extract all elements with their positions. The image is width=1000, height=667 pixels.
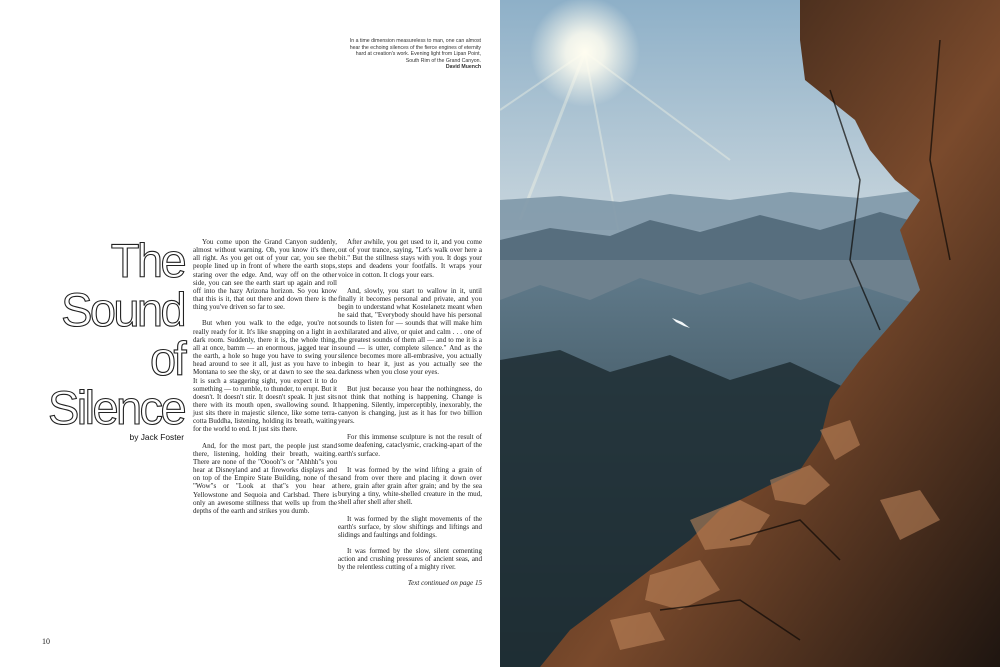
byline: by Jack Foster xyxy=(129,432,184,442)
sun xyxy=(530,0,640,107)
page-number: 10 xyxy=(42,637,50,646)
paragraph: And, slowly, you start to wallow in it, until finally it becomes personal and private, and you begin to understand what Kostelanetz meant when he said that, "Everybody should have his personal sounds to listen for — sounds that will make him exhilarated and alive, or quiet and calm . . . one of the greatest sounds of them all — and to me it is a sound — is utter, complete silence." And as the silence becomes more all-embrasive, you actually begin to hear it, just as you actually see the darkness when you close your eyes. xyxy=(338,286,482,377)
paragraph: And, for the most part, the people just stand there, listening, holding their breath, waiting. There are none of the "Ooooh"s or "Ahhhh"s you hear at Disneyland and at fireworks displays and on top of the Empire State Building, none of the "Wow"s or "Look at that"s you hear at Yellowstone and Sequoia and Carlsbad. There is only an awesome stillness that wells up from the depths of the earth and strikes you dumb. xyxy=(193,441,337,515)
paragraph: It was formed by the wind lifting a grain of sand from over there and placing it down over here, grain after grain after grain; and by the sea burying a tiny, white-shelled creature in the mud, shell after shell after shell. xyxy=(338,465,482,507)
photo-illustration xyxy=(500,0,1000,667)
title-line-2: Sound xyxy=(61,283,184,336)
paragraph: It was formed by the slight movements of the earth's surface, by slow shiftings and liftings and slidings and faultings and foldings. xyxy=(338,514,482,539)
title-line-1: The xyxy=(110,234,184,287)
paragraph: After awhile, you get used to it, and you come out of your trance, saying, "Let's walk over here a bit." But the stillness stays with you. It dogs your steps and deadens your footfalls. It wraps your voice in cotton. It clogs your ears. xyxy=(338,238,482,279)
title-line-3: of xyxy=(150,332,184,385)
paragraph: For this immense sculpture is not the result of some deafening, cataclysmic, cracking-apart of the earth's surface. xyxy=(338,433,482,458)
photo-caption xyxy=(345,38,481,71)
caption-text: In a time dimension measureless to man, one can almost hear the echoing silences of the fierce engines of eternity hard at creation's work. Evening light from Lipan Point, South Rim of the Grand Canyon. xyxy=(349,38,481,64)
text-column-1 xyxy=(193,238,337,515)
paragraph: But when you walk to the edge, you're not really ready for it. It's like snapping on a light in a dark room. Suddenly, there it is, the whole thing, all at once, bamm — an enormous, jagged tear in the earth, a hole so huge you have to swing your head around to see it all, just as you have to in Montana to see the sky, or at dawn to see the sea. It is such a staggering sight, you expect it to do something — to rumble, to thunder, to erupt. But it doesn't. It doesn't stir. It doesn't speak. It just sits there with its mouth open, swallowing sound. It just sits there in majestic silence, like some terra-cotta Buddha, listening, holding its breath, waiting for the world to end. It just sits there. xyxy=(193,319,337,434)
paragraph: You come upon the Grand Canyon suddenly, almost without warning. Oh, you know it's there, all right. As you get out of your car, you see the people lined up in front of where the earth stops, staring over the edge. And, way off on the other side, you can see the earth start up again and roll off into the hazy Arizona horizon. So you know that this is it, that out there and down there is the thing you've driven so far to see. xyxy=(193,238,337,312)
paragraph: But just because you hear the nothingness, do not think that nothing is happening. Change is happening. Silently, imperceptibly, inexorably, the canyon is changing, just as it has for two billion years. xyxy=(338,384,482,426)
continued-note: Text continued on page 15 xyxy=(407,579,482,588)
photo-credit: David Muench xyxy=(445,64,481,71)
grand-canyon-photo xyxy=(500,0,1000,667)
title-line-4: Silence xyxy=(48,381,184,434)
article-title xyxy=(26,236,184,432)
paragraph: It was formed by the slow, silent cementing action and crushing pressures of ancient seas, and by the relentless cutting of a mighty river. xyxy=(338,547,482,572)
text-column-2 xyxy=(338,238,482,588)
